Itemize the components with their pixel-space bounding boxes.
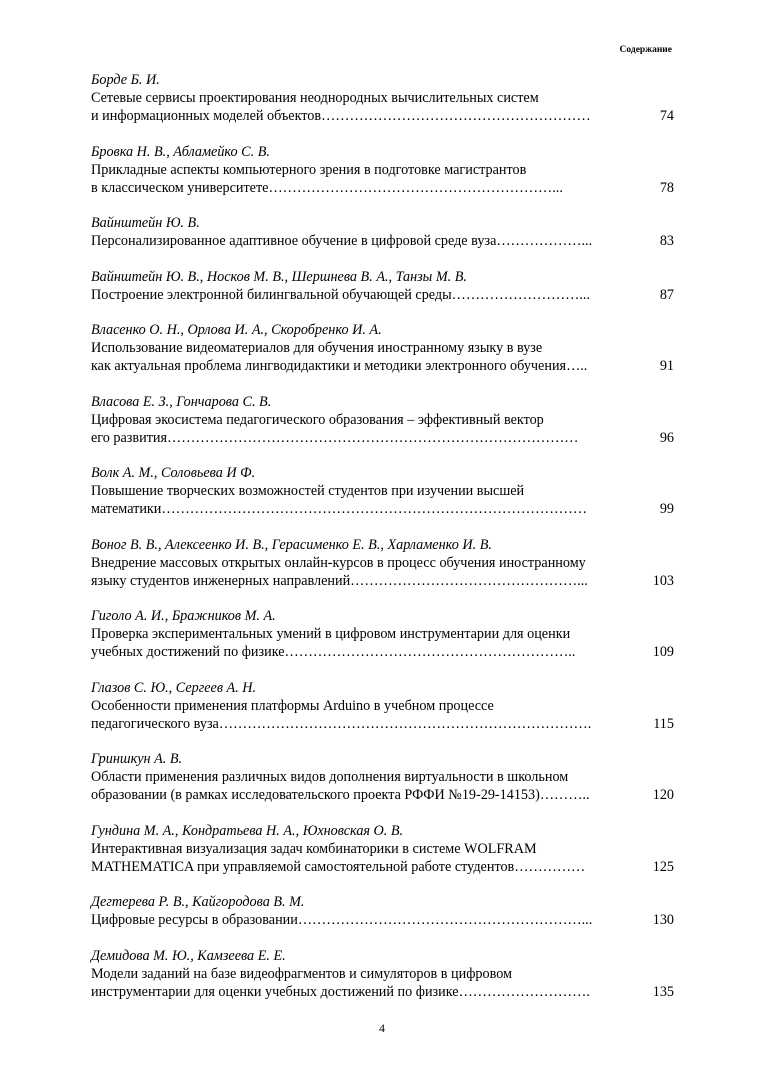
toc-entry-row bbox=[91, 232, 674, 250]
toc-entry-row bbox=[91, 554, 674, 590]
toc-entry-authors: Вайнштейн Ю. В. bbox=[91, 215, 200, 231]
toc-entry-title-line: его развития…………………………………………………………………………… bbox=[91, 429, 579, 446]
toc-entry-title-line: как актуальная проблема лингводидактики и методики электронного обучения….. bbox=[91, 358, 588, 374]
toc-entry-row bbox=[91, 286, 674, 304]
toc-entry-authors: Вайнштейн Ю. В., Носков М. В., Шершнева В. А., Танзы М. В. bbox=[91, 268, 467, 285]
toc-entry-title-line: и информационных моделей объектов………………………………………………… bbox=[91, 108, 591, 124]
toc-entry-page: 78 bbox=[659, 179, 674, 196]
toc-entry-page: 99 bbox=[659, 501, 674, 517]
toc-entry-page: 74 bbox=[659, 108, 674, 124]
toc-entry-page: 115 bbox=[653, 715, 674, 732]
toc-entry-page: 135 bbox=[652, 983, 674, 1000]
toc-entry-title bbox=[91, 625, 636, 661]
toc-entry-authors: Власова Е. З., Гончарова С. В. bbox=[91, 393, 272, 410]
toc-entry-title-line: Особенности применения платформы Arduino в учебном процессе bbox=[91, 697, 494, 714]
toc-entry-authors: Власенко О. Н., Орлова И. А., Скоробренко И. А. bbox=[91, 322, 382, 338]
toc-entry bbox=[91, 214, 674, 250]
toc-entry bbox=[91, 679, 674, 733]
toc-entry-page: 103 bbox=[652, 572, 674, 589]
toc-entry-title-line: Повышение творческих возможностей студентов при изучении высшей bbox=[91, 483, 525, 499]
toc-entry bbox=[91, 822, 674, 876]
toc-entry-page: 120 bbox=[652, 787, 674, 803]
toc-entry-page: 91 bbox=[659, 358, 674, 374]
toc-entry-page: 125 bbox=[652, 858, 674, 875]
toc-entry-row bbox=[91, 411, 674, 447]
toc-entry bbox=[91, 143, 674, 197]
toc-entry-title-line: Цифровая экосистема педагогического образования – эффективный вектор bbox=[91, 411, 544, 428]
toc-entry-title bbox=[91, 911, 636, 929]
toc-entry-authors: Гиголо А. И., Бражников М. А. bbox=[91, 608, 276, 624]
toc-entry-row bbox=[91, 768, 674, 804]
toc-entry-authors: Демидова М. Ю., Камзеева Е. Е. bbox=[91, 947, 286, 964]
running-header: Содержание bbox=[619, 45, 672, 55]
toc-entry-row bbox=[91, 339, 674, 375]
toc-entry-title bbox=[91, 840, 636, 876]
toc-entry-title-line: образовании (в рамках исследовательского проекта РФФИ №19-29-14153)……….. bbox=[91, 787, 590, 803]
toc-entry-page: 96 bbox=[659, 429, 674, 446]
toc-entry-title-line: языку студентов инженерных направлений…………………………………………... bbox=[91, 572, 588, 589]
toc-entry-authors: Бровка Н. В., Абламейко С. В. bbox=[91, 143, 270, 160]
toc-entry-title bbox=[91, 768, 636, 804]
toc-entry-authors: Воног В. В., Алексеенко И. В., Герасименко Е. В., Харламенко И. В. bbox=[91, 536, 492, 553]
toc-entry-title-line: инструментарии для оценки учебных достижений по физике………………………. bbox=[91, 983, 590, 1000]
toc-entry-row bbox=[91, 482, 674, 518]
toc-entry-title bbox=[91, 697, 636, 733]
toc-entry-title bbox=[91, 339, 636, 375]
toc-entry bbox=[91, 321, 674, 375]
toc-entry-row bbox=[91, 161, 674, 197]
toc-entry-title-line: педагогического вуза……………………………………………………………………. bbox=[91, 715, 592, 732]
toc-entry bbox=[91, 893, 674, 929]
toc-entry-authors: Глазов С. Ю., Сергеев А. Н. bbox=[91, 679, 257, 696]
toc-entry-title bbox=[91, 286, 636, 304]
toc-entry-title-line: Области применения различных видов дополнения виртуальности в школьном bbox=[91, 769, 569, 785]
toc-entry-title-line: Прикладные аспекты компьютерного зрения в подготовке магистрантов bbox=[91, 161, 527, 178]
toc-entry bbox=[91, 71, 674, 125]
toc-entry-page: 130 bbox=[652, 912, 674, 928]
toc-entry-page: 83 bbox=[659, 233, 674, 249]
toc-entry-authors: Дегтерева Р. В., Кайгородова В. М. bbox=[91, 894, 305, 910]
toc-entry-row bbox=[91, 840, 674, 876]
toc-entry bbox=[91, 536, 674, 590]
toc-entry-authors: Борде Б. И. bbox=[91, 72, 160, 88]
toc-entry bbox=[91, 750, 674, 804]
toc-entry-title bbox=[91, 89, 636, 125]
toc-entry-row bbox=[91, 965, 674, 1001]
toc-entry-title bbox=[91, 232, 636, 250]
page-number: 4 bbox=[379, 1021, 385, 1035]
toc-entry-title-line: MATHEMATICA при управляемой самостоятельной работе студентов…………… bbox=[91, 858, 586, 875]
toc-entry-title-line: Сетевые сервисы проектирования неоднородных вычислительных систем bbox=[91, 90, 539, 106]
toc-entry-title-line: Построение электронной билингвальной обучающей среды………………………... bbox=[91, 286, 590, 303]
toc-entry bbox=[91, 607, 674, 661]
toc-entry-page: 109 bbox=[652, 644, 674, 660]
toc-entry-title-line: математики……………………………………………………………………………… bbox=[91, 501, 588, 517]
toc-entry-title-line: Персонализированное адаптивное обучение в цифровой среде вуза………………... bbox=[91, 233, 593, 249]
toc-entry-authors: Гриншкун А. В. bbox=[91, 751, 183, 767]
toc-entry-title bbox=[91, 965, 636, 1001]
toc-entry-row bbox=[91, 625, 674, 661]
table-of-contents bbox=[91, 71, 674, 1018]
toc-entry-row bbox=[91, 89, 674, 125]
toc-entry-title bbox=[91, 554, 636, 590]
toc-entry-title bbox=[91, 161, 636, 197]
toc-entry-row bbox=[91, 911, 674, 929]
toc-entry-title-line: Проверка экспериментальных умений в цифровом инструментарии для оценки bbox=[91, 626, 571, 642]
toc-entry-title-line: Цифровые ресурсы в образовании……………………………………………………... bbox=[91, 912, 593, 928]
toc-entry bbox=[91, 268, 674, 304]
toc-entry-title-line: Использование видеоматериалов для обучения иностранному языку в вузе bbox=[91, 340, 543, 356]
toc-entry-page: 87 bbox=[659, 286, 674, 303]
toc-entry bbox=[91, 393, 674, 447]
toc-entry-title-line: в классическом университете……………………………………………………... bbox=[91, 179, 563, 196]
toc-entry-authors: Гундина М. А., Кондратьева Н. А., Юхновская О. В. bbox=[91, 822, 404, 839]
toc-entry-title bbox=[91, 411, 636, 447]
toc-entry-title-line: Внедрение массовых открытых онлайн-курсов в процесс обучения иностранному bbox=[91, 554, 586, 571]
toc-entry bbox=[91, 947, 674, 1001]
toc-entry-title-line: Модели заданий на базе видеофрагментов и симуляторов в цифровом bbox=[91, 965, 512, 982]
toc-entry-row bbox=[91, 697, 674, 733]
toc-entry-title-line: Интерактивная визуализация задач комбинаторики в системе WOLFRAM bbox=[91, 840, 537, 857]
toc-entry-authors: Волк А. М., Соловьева И Ф. bbox=[91, 465, 256, 481]
toc-entry bbox=[91, 464, 674, 518]
toc-entry-title-line: учебных достижений по физике…………………………………………………….. bbox=[91, 644, 576, 660]
toc-entry-title bbox=[91, 482, 636, 518]
